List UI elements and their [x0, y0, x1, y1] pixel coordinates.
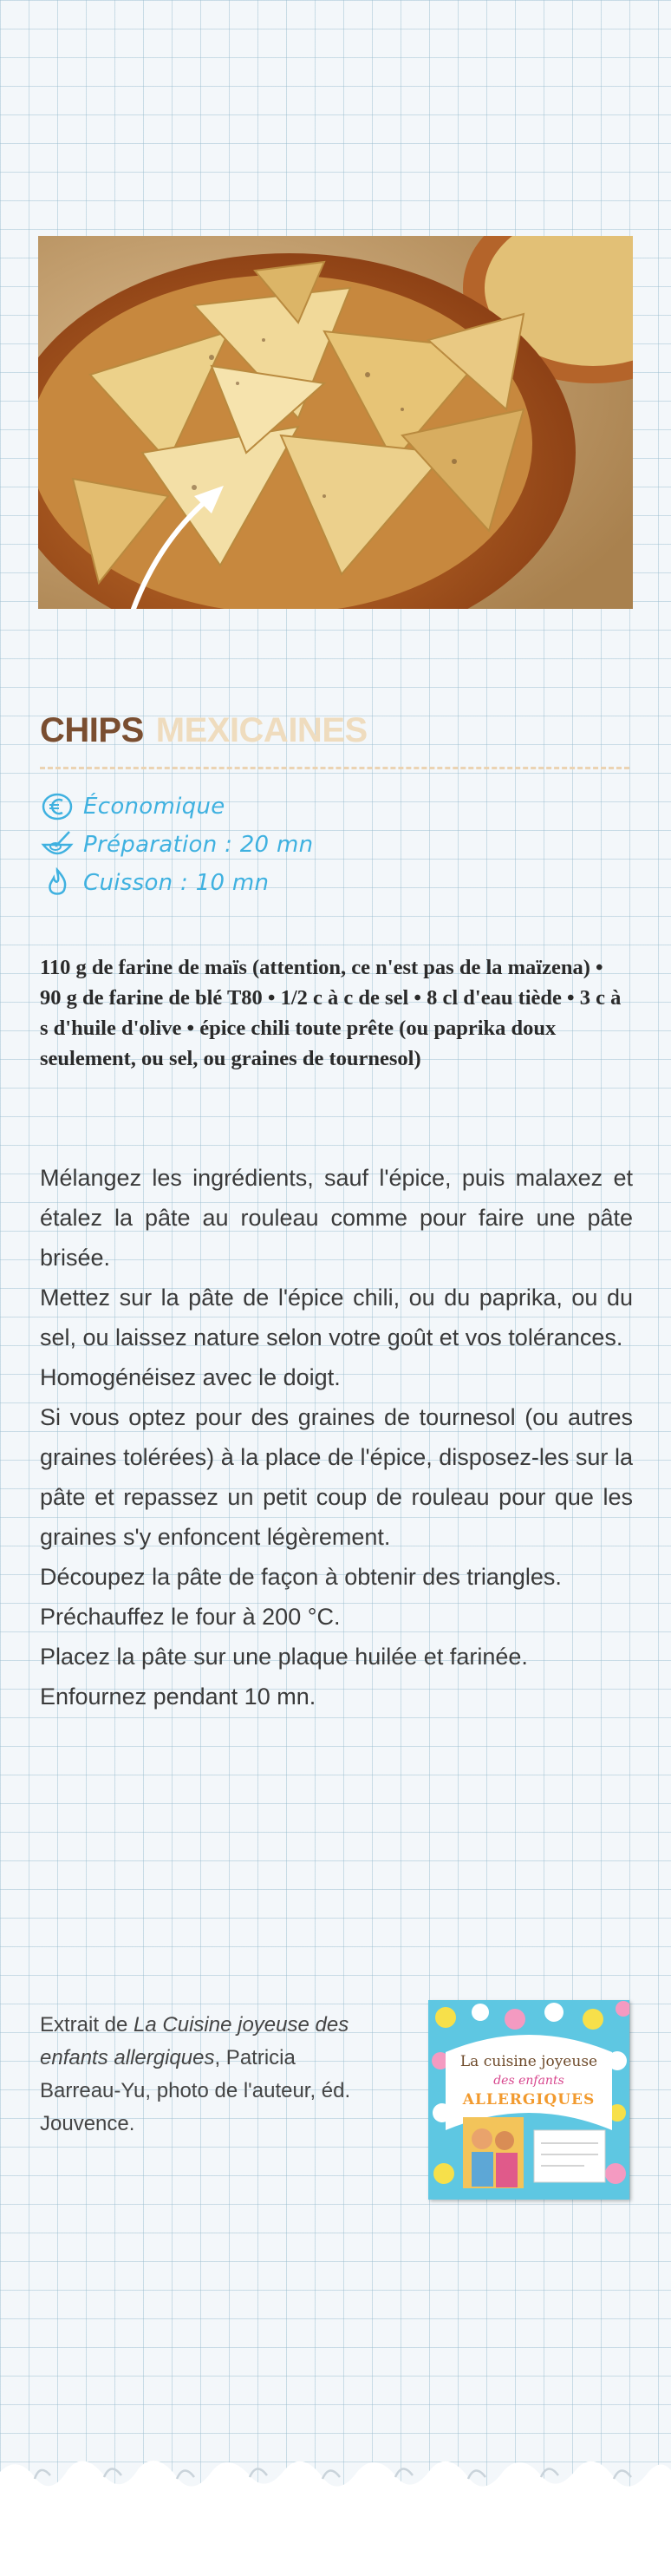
meta-cost [40, 788, 313, 826]
step: Découpez la pâte de façon à obtenir des triangles. [40, 1564, 562, 1590]
step: Placez la pâte sur une plaque huilée et farinée. [40, 1644, 528, 1670]
step: Mélangez les ingrédients, sauf l'épice, puis malaxez et étalez la pâte au rouleau comme pour faire une pâte brisée. [40, 1165, 633, 1271]
book-cover [428, 2000, 629, 2200]
euro-coin-icon [40, 791, 75, 822]
book-cover-title [449, 2052, 609, 2109]
title-divider [40, 767, 629, 769]
meta-cook [40, 864, 313, 902]
source-suffix: , Patricia Barreau-Yu, photo de l'auteur, éd. Jouvence. [40, 2046, 351, 2135]
step: Homogénéisez avec le doigt. [40, 1364, 341, 1390]
ingredients-text: 110 g de farine de maïs (attention, ce n'est pas de la maïzena) • 90 g de farine de blé T80 • 1/2 c à c de sel • 8 cl d'eau tiède • 3 c à s d'huile d'olive • épice chili toute prête (ou paprika doux seulement, ou sel, ou graines de tournesol) [40, 956, 622, 1070]
torn-paper-edge [0, 2437, 671, 2576]
recipe-photo [38, 236, 633, 609]
source-credit [40, 2009, 369, 2141]
recipe-title-part1: CHIPS [40, 711, 144, 749]
book-cover-line3: ALLERGIQUES [462, 2091, 596, 2109]
meta-prep [40, 826, 313, 864]
recipe-steps [40, 1158, 633, 1716]
flame-icon [40, 867, 75, 899]
whisk-bowl-icon [40, 829, 75, 860]
recipe-title-part2: MEXICAINES [155, 711, 368, 749]
step: Mettez sur la pâte de l'épice chili, ou du paprika, ou du sel, ou laissez nature selon votre goût et vos tolérances. [40, 1285, 633, 1350]
meta-prep-text: Préparation : 20 mn [83, 832, 314, 858]
book-cover-line2: des enfants [493, 2074, 564, 2088]
step: Enfournez pendant 10 mn. [40, 1684, 316, 1710]
book-cover-line1: La cuisine joyeuse [459, 2053, 598, 2070]
source-prefix: Extrait de [40, 2013, 134, 2037]
step: Si vous optez pour des graines de tournesol (ou autres graines tolérées) à la place de l'épice, disposez-les sur la pâte et repassez un petit coup de rouleau pour que les graines s'y enfoncent légèrement. [40, 1404, 633, 1550]
meta-cook-text: Cuisson : 10 mn [83, 870, 270, 896]
step: Préchauffez le four à 200 °C. [40, 1604, 341, 1630]
source-book-title: La Cuisine joyeuse des enfants allergiques [40, 2013, 349, 2069]
recipe-title [40, 711, 368, 750]
recipe-meta [40, 788, 313, 902]
meta-cost-text: Économique [83, 794, 225, 820]
